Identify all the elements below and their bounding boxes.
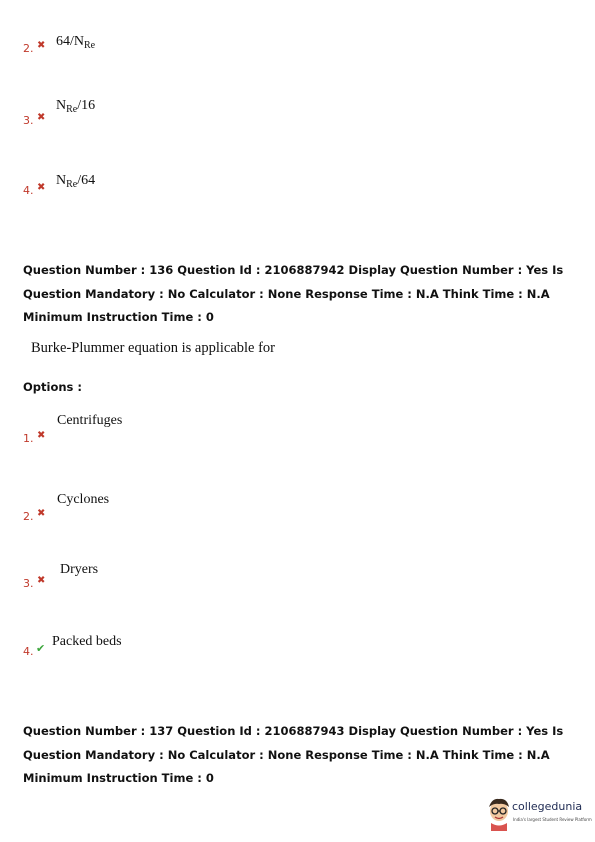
option-text: Cyclones <box>57 492 110 507</box>
cross-icon: ✖ <box>37 575 46 586</box>
option-main: 64/N <box>56 34 84 49</box>
question-meta-137: Question Number : 137 Question Id : 2106887943 Display Question Number : Yes Is Question Mandatory : No Calculator : None Response Time : N.A Think Time : N.A Minimum Instruction Time : 0 <box>23 724 564 785</box>
option-number: 4. <box>23 645 34 658</box>
cross-icon: ✖ <box>37 508 46 519</box>
options-label: Options : <box>23 380 82 394</box>
option-text: Packed beds <box>52 634 122 649</box>
cross-icon: ✖ <box>37 112 46 123</box>
option-number: 2. <box>23 42 34 55</box>
option-number: 3. <box>23 577 34 590</box>
mascot-icon <box>486 797 512 831</box>
question-text-136: Burke-Plummer equation is applicable for <box>31 340 276 356</box>
question-meta-136: Question Number : 136 Question Id : 2106887942 Display Question Number : Yes Is Question Mandatory : No Calculator : None Response Time : N.A Think Time : N.A Minimum Instruction Time : 0 <box>23 263 564 324</box>
option-text <box>56 98 95 115</box>
option-subscript: Re <box>84 40 96 51</box>
option-number: 3. <box>23 114 34 127</box>
option-number: 1. <box>23 432 34 445</box>
option-after: /64 <box>77 173 96 188</box>
logo-tagline: India's largest Student Review Platform <box>513 817 592 822</box>
option-after: /16 <box>77 98 96 113</box>
cross-icon: ✖ <box>37 430 46 441</box>
collegedunia-logo <box>486 795 592 835</box>
option-text: Dryers <box>60 562 99 577</box>
option-main: N <box>56 98 67 113</box>
option-text <box>56 34 95 51</box>
logo-name: collegedunia <box>512 800 583 813</box>
option-number: 4. <box>23 184 34 197</box>
option-main: N <box>56 173 67 188</box>
option-subscript: Re <box>66 179 78 190</box>
cross-icon: ✖ <box>37 182 46 193</box>
check-icon: ✔ <box>36 642 46 655</box>
option-subscript: Re <box>66 104 78 115</box>
option-text <box>56 173 95 190</box>
option-text: Centrifuges <box>57 413 123 428</box>
cross-icon: ✖ <box>37 40 46 51</box>
option-number: 2. <box>23 510 34 523</box>
